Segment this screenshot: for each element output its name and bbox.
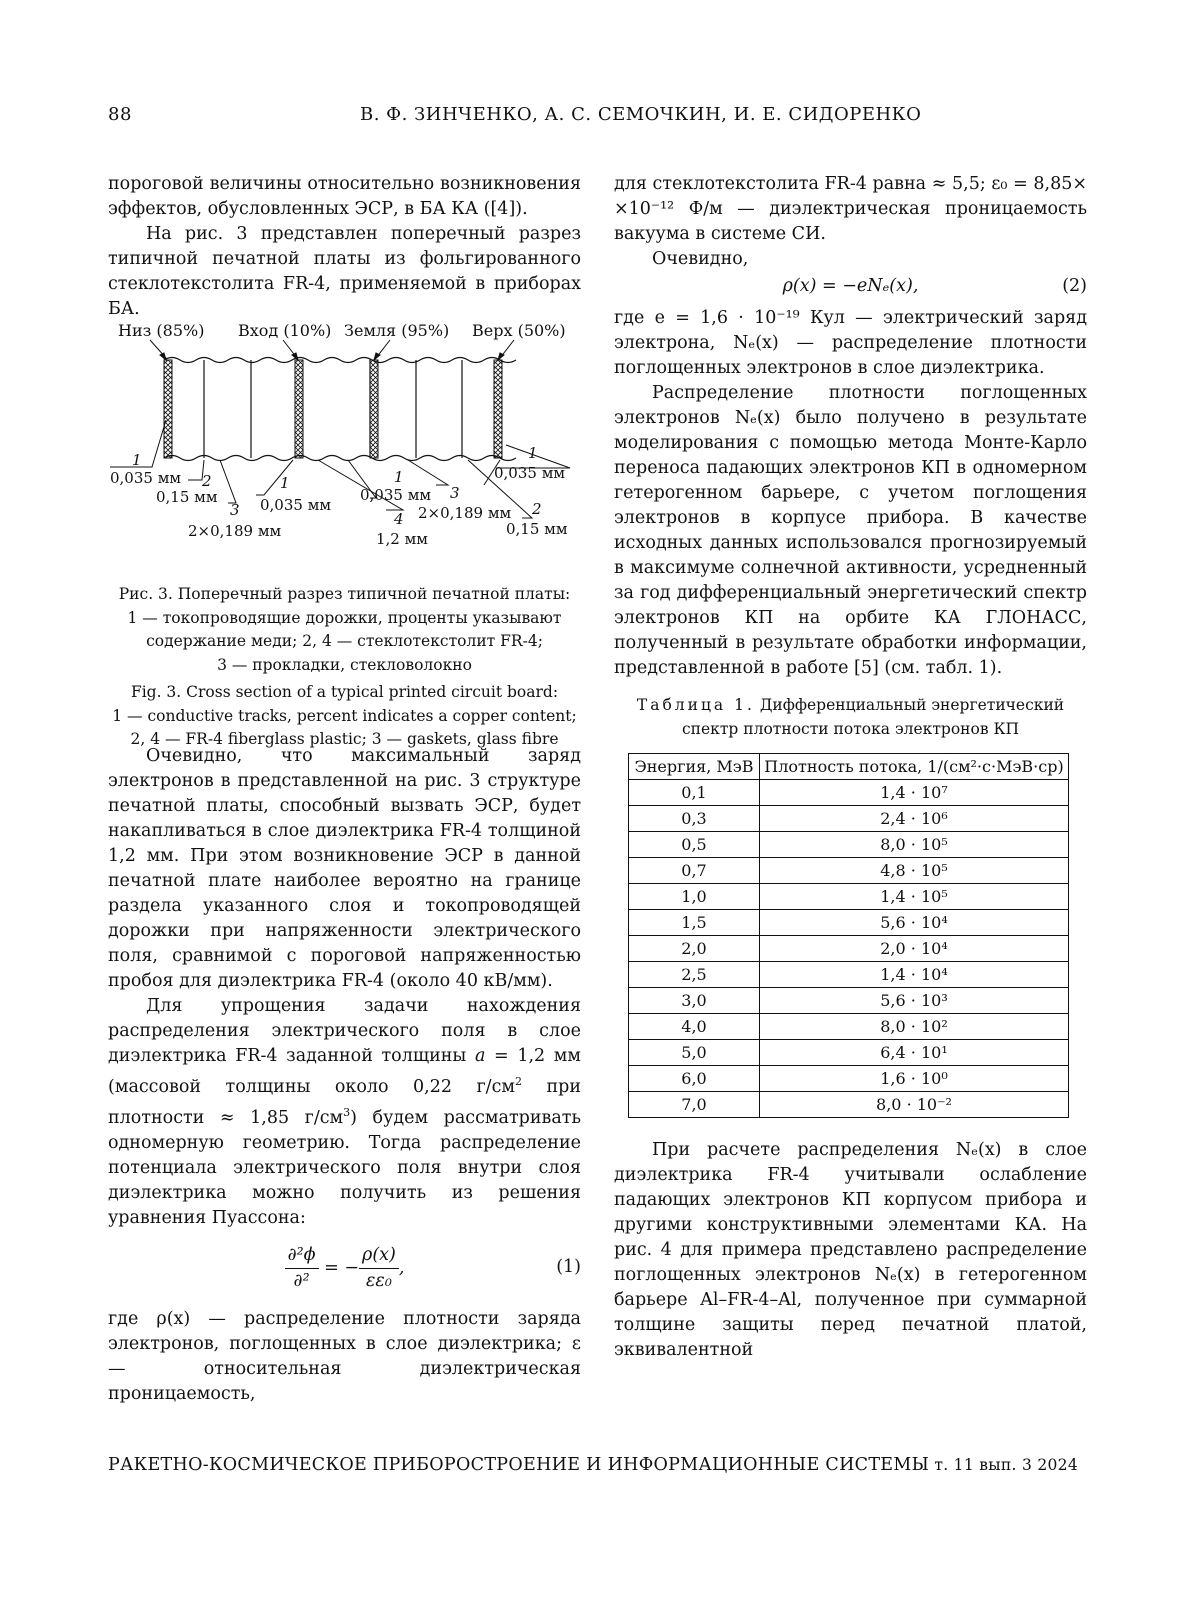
energy-cell: 7,0 <box>629 1092 760 1118</box>
energy-cell: 6,0 <box>629 1066 760 1092</box>
callout-number: 2 <box>532 500 542 518</box>
paragraph: Очевидно, что максимальный заряд электронов в представленной на рис. 3 структуре печатной платы, способный вызвать ЭСР, будет накапливаться в слое диэлектрика FR-4 толщиной 1,2 мм. При этом возникновение ЭСР в данной печатной плате наиболее вероятно на границе раздела указанного слоя и токопроводящей дорожки при напряженности электрического поля, сравнимой с пороговой напряженностью пробоя для диэлектрика FR-4 (около 40 кВ/мм). <box>108 746 581 991</box>
energy-cell: 2,0 <box>629 936 760 962</box>
equation-punct: , <box>398 1257 405 1278</box>
flux-cell: 1,6 · 10⁰ <box>760 1066 1069 1092</box>
journal-footer <box>108 1455 1078 1475</box>
column-header: Плотность потока, 1/(см²·с·МэВ·ср) <box>760 754 1069 780</box>
paragraph: пороговой величины относительно возникновения эффектов, обусловленных ЭСР, в БА КА ([4]). <box>108 174 581 219</box>
fraction-numerator: ∂²ϕ <box>285 1243 319 1269</box>
flux-cell: 5,6 · 10³ <box>760 988 1069 1014</box>
figure-3-cross-section <box>108 320 588 570</box>
flux-cell: 1,4 · 10⁷ <box>760 780 1069 806</box>
table-row <box>629 962 1069 988</box>
page-number: 88 <box>108 104 132 125</box>
callout-number: 3 <box>230 501 240 519</box>
callout-number: 1 <box>280 474 290 492</box>
equation-2 <box>614 274 1087 304</box>
journal-name: РАКЕТНО-КОСМИЧЕСКОЕ ПРИБОРОСТРОЕНИЕ И ИНФОРМАЦИОННЫЕ СИСТЕМЫ <box>108 1455 930 1475</box>
equation-number: (2) <box>1062 276 1087 296</box>
flux-cell: 8,0 · 10⁵ <box>760 832 1069 858</box>
flux-cell: 2,4 · 10⁶ <box>760 806 1069 832</box>
table-row <box>629 884 1069 910</box>
energy-cell: 0,3 <box>629 806 760 832</box>
label-bottom-layer: Низ (85%) <box>118 321 205 340</box>
equation-number: (1) <box>556 1256 581 1277</box>
table-row <box>629 780 1069 806</box>
paragraph: При расчете распределения Nₑ(x) в слое диэлектрика FR-4 учитывали ослабление падающих электронов КП корпусом прибора и другими конструктивными элементами КА. На рис. 4 для примера представлено распределение поглощенных электронов Nₑ(x) в гетерогенном барьере Al–FR-4–Al, полученное при суммарной толщине защиты перед печатной платой, эквивалентной <box>614 1140 1087 1360</box>
right-column <box>614 172 1087 1363</box>
energy-cell: 3,0 <box>629 988 760 1014</box>
paragraph: для стеклотекстолита FR-4 равна ≈ 5,5; ε₀ = 8,85× ×10⁻¹² Ф/м — диэлектрическая проницаемость вакуума в системе СИ. <box>614 174 1087 244</box>
paragraph: где ρ(x) — распределение плотности заряда электронов, поглощенных в слое диэлектрика; ε — относительная диэлектрическая проницаемость, <box>108 1308 581 1404</box>
label-top-layer: Верх (50%) <box>472 321 566 340</box>
text-run: Для упрощения задачи нахождения распределения электрического поля в слое диэлектрика FR-4 заданной толщины <box>108 996 581 1066</box>
paragraph <box>108 994 581 1231</box>
callout-thickness: 0,035 мм <box>110 469 182 487</box>
callout-thickness: 0,035 мм <box>494 464 566 482</box>
energy-cell: 1,5 <box>629 910 760 936</box>
callout-thickness: 2×0,189 мм <box>418 504 512 522</box>
journal-issue: т. 11 вып. 3 2024 <box>929 1456 1078 1474</box>
caption-line: Рис. 3. Поперечный разрез типичной печатной платы: <box>118 585 571 603</box>
flux-cell: 6,4 · 10¹ <box>760 1040 1069 1066</box>
caption-line: содержание меди; 2, 4 — стеклотекстолит FR-4; <box>146 632 543 650</box>
callout-thickness: 1,2 мм <box>376 530 428 548</box>
table-1-electron-spectrum <box>628 753 1069 1118</box>
equation-operator: = − <box>318 1257 360 1278</box>
label-input-layer: Вход (10%) <box>238 321 332 340</box>
math-variable: a <box>474 1046 486 1066</box>
left-column-lower <box>108 744 581 1407</box>
callout-thickness: 0,15 мм <box>506 520 568 538</box>
flux-cell: 8,0 · 10⁻² <box>760 1092 1069 1118</box>
paragraph: где e = 1,6 · 10⁻¹⁹ Кул — электрический заряд электрона, Nₑ(x) — распределение плотности поглощенных электронов в слое диэлектрика. <box>614 308 1087 378</box>
fraction-denominator: εε₀ <box>366 1270 392 1291</box>
energy-cell: 0,7 <box>629 858 760 884</box>
table-caption <box>614 693 1087 741</box>
text-run: = 1,2 мм (массовой толщины около 0,22 г/см <box>108 1046 581 1097</box>
callout-number: 4 <box>394 510 404 528</box>
table-row <box>629 910 1069 936</box>
table-row <box>629 1092 1069 1118</box>
table-row <box>629 832 1069 858</box>
running-header-authors: В. Ф. ЗИНЧЕНКО, А. С. СЕМОЧКИН, И. Е. СИДОРЕНКО <box>360 104 922 125</box>
paragraph: Очевидно, <box>652 249 749 269</box>
energy-cell: 0,1 <box>629 780 760 806</box>
energy-cell: 2,5 <box>629 962 760 988</box>
table-row <box>629 936 1069 962</box>
flux-cell: 1,4 · 10⁵ <box>760 884 1069 910</box>
caption-line: 3 — прокладки, стекловолокно <box>217 655 472 674</box>
text-run: ) будем рассматривать одномерную геометрию. Тогда распределение потенциала электрического поля внутри слоя диэлектрика можно получить из решения уравнения Пуассона: <box>108 1107 581 1228</box>
caption-line: Fig. 3. Cross section of a typical printed circuit board: <box>130 683 559 701</box>
text-run: при плотности ≈ 1,85 г/см <box>108 1076 582 1128</box>
fraction-denominator: ∂² <box>293 1270 310 1291</box>
callout-number: 1 <box>132 451 142 469</box>
table-row <box>629 1014 1069 1040</box>
paragraph: Распределение плотности поглощенных электронов Nₑ(x) было получено в результате моделирования с помощью метода Монте-Карло переноса падающих электронов КП в одномерном гетерогенном барьере, с учетом поглощения электронов в корпусе прибора. В качестве исходных данных использовался прогнозируемый в максимуме солнечной активности, усредненный за год дифференциальный энергетический спектр электронов КП на орбите КА ГЛОНАСС, полученный в результате обработки информации, представленной в работе [5] (см. табл. 1). <box>614 383 1087 678</box>
table-row <box>629 988 1069 1014</box>
caption-line: 1 — conductive tracks, percent indicates a copper content; <box>112 706 577 725</box>
callout-number: 3 <box>450 484 460 502</box>
energy-cell: 4,0 <box>629 1014 760 1040</box>
table-row <box>629 858 1069 884</box>
callout-number: 1 <box>394 468 404 486</box>
callout-thickness: 0,035 мм <box>260 496 332 514</box>
energy-cell: 5,0 <box>629 1040 760 1066</box>
flux-cell: 8,0 · 10² <box>760 1014 1069 1040</box>
callout-number: 1 <box>528 444 538 462</box>
table-row <box>629 806 1069 832</box>
callout-thickness: 2×0,189 мм <box>188 522 282 540</box>
energy-cell: 1,0 <box>629 884 760 910</box>
callout-thickness: 0,15 мм <box>156 488 218 506</box>
column-header: Энергия, МэВ <box>629 754 760 780</box>
table-title: спектр плотности потока электронов КП <box>681 720 1020 738</box>
table-row <box>629 1066 1069 1092</box>
table-row <box>629 1040 1069 1066</box>
callout-thickness: 0,035 мм <box>360 486 432 504</box>
caption-line: 1 — токопроводящие дорожки, проценты указывают <box>127 608 562 627</box>
flux-cell: 1,4 · 10⁴ <box>760 962 1069 988</box>
figure-3-caption <box>108 583 581 752</box>
table-label: Таблица 1. <box>636 696 755 714</box>
callout-number: 2 <box>202 472 212 490</box>
table-title: Дифференциальный энергетический <box>754 696 1065 714</box>
flux-cell: 5,6 · 10⁴ <box>760 910 1069 936</box>
flux-cell: 4,8 · 10⁵ <box>760 858 1069 884</box>
paragraph: На рис. 3 представлен поперечный разрез типичной печатной платы из фольгированного стеклотекстолита FR-4, применяемой в приборах БА. <box>108 224 581 319</box>
caption-line: 2, 4 — FR-4 fiberglass plastic; 3 — gaskets, glass fibre <box>130 730 559 748</box>
energy-cell: 0,5 <box>629 832 760 858</box>
equation-body: ρ(x) = −eNₑ(x), <box>782 276 919 296</box>
equation-1 <box>108 1233 581 1305</box>
flux-cell: 2,0 · 10⁴ <box>760 936 1069 962</box>
left-column <box>108 172 581 322</box>
superscript: 2 <box>514 1075 522 1088</box>
superscript: 3 <box>343 1105 351 1119</box>
fraction-numerator: ρ(x) <box>359 1243 399 1269</box>
label-ground-layer: Земля (95%) <box>344 321 450 340</box>
